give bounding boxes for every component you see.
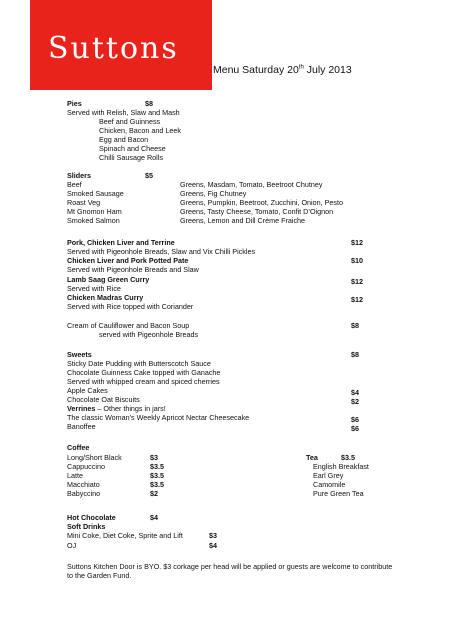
slider-desc: Greens, Masdam, Tomato, Beetroot Chutney bbox=[180, 180, 323, 189]
main-title: Chicken Madras Curry bbox=[67, 293, 144, 302]
tea-title: Tea bbox=[306, 453, 318, 462]
pies-description: Served with Relish, Slaw and Mash bbox=[67, 108, 180, 117]
soft-drinks-title: Soft Drinks bbox=[67, 522, 106, 531]
pies-title: Pies bbox=[67, 99, 82, 108]
slider-name: Smoked Sausage bbox=[67, 189, 124, 198]
slider-desc: Greens, Fig Chutney bbox=[180, 189, 247, 198]
main-title: Chicken Liver and Pork Potted Pate bbox=[67, 256, 189, 265]
main-desc: Served with Rice topped with Coriander bbox=[67, 302, 194, 311]
coffee-price: $3.5 bbox=[150, 471, 164, 480]
sweets-price: $8 bbox=[351, 350, 359, 359]
verrines-line: Verrines – Other things in jars! bbox=[67, 404, 166, 413]
slider-name: Beef bbox=[67, 180, 82, 189]
soft-drink-price: $4 bbox=[209, 541, 217, 550]
sweets-item: Apple Cakes bbox=[67, 386, 108, 395]
sweets-item-price: $4 bbox=[351, 388, 359, 397]
hot-chocolate-title: Hot Chocolate bbox=[67, 513, 116, 522]
sweets-item-price: $6 bbox=[351, 415, 359, 424]
sweets-line: Served with whipped cream and spiced cherries bbox=[67, 377, 220, 386]
main-title: Pork, Chicken Liver and Terrine bbox=[67, 238, 175, 247]
pie-item: Chicken, Bacon and Leek bbox=[99, 126, 181, 135]
main-price: $10 bbox=[351, 256, 363, 265]
coffee-price: $3.5 bbox=[150, 462, 164, 471]
slider-name: Roast Veg bbox=[67, 198, 101, 207]
pie-item: Spinach and Cheese bbox=[99, 144, 166, 153]
coffee-item: Cappuccino bbox=[67, 462, 105, 471]
coffee-item: Latte bbox=[67, 471, 83, 480]
coffee-item: Macchiato bbox=[67, 480, 100, 489]
slider-desc: Greens, Pumpkin, Beetroot, Zucchini, Onion, Pesto bbox=[180, 198, 343, 207]
pie-item: Beef and Guinness bbox=[99, 117, 161, 126]
soup-price: $8 bbox=[351, 321, 359, 330]
brand-name: Suttons bbox=[48, 31, 179, 66]
main-desc: Served with Pigeonhole Breads and Slaw bbox=[67, 265, 199, 274]
tea-item: Camomile bbox=[313, 480, 346, 489]
main-desc: Served with Pigeonhole Breads, Slaw and Vix Chilli Pickles bbox=[67, 247, 256, 256]
soup-title: Cream of Cauliflower and Bacon Soup bbox=[67, 321, 190, 330]
slider-desc: Greens, Tasty Cheese, Tomato, Confit D’Oignon bbox=[180, 207, 334, 216]
pie-item: Egg and Bacon bbox=[99, 135, 149, 144]
main-price: $12 bbox=[351, 277, 363, 286]
sweets-item: Banoffee bbox=[67, 422, 96, 431]
footer-note: to the Garden Fund. bbox=[67, 571, 132, 580]
slider-desc: Greens, Lemon and Dill Crème Fraiche bbox=[180, 216, 306, 225]
main-desc: Served with Rice bbox=[67, 284, 121, 293]
coffee-price: $3 bbox=[150, 453, 158, 462]
pies-price: $8 bbox=[145, 99, 153, 108]
main-price: $12 bbox=[351, 295, 363, 304]
coffee-item: Long/Short Black bbox=[67, 453, 122, 462]
coffee-item: Babyccino bbox=[67, 489, 101, 498]
sweets-item-price: $2 bbox=[351, 397, 359, 406]
hot-chocolate-price: $4 bbox=[150, 513, 158, 522]
slider-name: Mt Gnomon Ham bbox=[67, 207, 122, 216]
sweets-item-price: $6 bbox=[351, 424, 359, 433]
sweets-item: The classic Woman’s Weekly Apricot Nectar Cheesecake bbox=[67, 413, 250, 422]
slider-name: Smoked Salmon bbox=[67, 216, 120, 225]
sweets-line: Chocolate Guinness Cake topped with Ganache bbox=[67, 368, 221, 377]
footer-note: Suttons Kitchen Door is BYO. $3 corkage per head will be applied or guests are welcome to contribute bbox=[67, 562, 393, 571]
coffee-price: $3.5 bbox=[150, 480, 164, 489]
soft-drink-item: Mini Coke, Diet Coke, Sprite and Lift bbox=[67, 531, 183, 540]
soup-desc: served with Pigeonhole Breads bbox=[99, 330, 199, 339]
brand-logo bbox=[30, 0, 212, 90]
soft-drink-item: OJ bbox=[67, 541, 77, 550]
tea-item: Earl Grey bbox=[313, 471, 344, 480]
tea-price: $3.5 bbox=[341, 453, 355, 462]
coffee-title: Coffee bbox=[67, 443, 90, 452]
sweets-title: Sweets bbox=[67, 350, 92, 359]
page-title: Menu Saturday 20th July 2013 bbox=[213, 64, 352, 76]
pie-item: Chilli Sausage Rolls bbox=[99, 153, 163, 162]
main-price: $12 bbox=[351, 238, 363, 247]
sweets-line: Sticky Date Pudding with Butterscotch Sauce bbox=[67, 359, 211, 368]
main-title: Lamb Saag Green Curry bbox=[67, 275, 150, 284]
sliders-title: Sliders bbox=[67, 171, 91, 180]
tea-item: Pure Green Tea bbox=[313, 489, 364, 498]
sliders-price: $5 bbox=[145, 171, 153, 180]
soft-drink-price: $3 bbox=[209, 531, 217, 540]
sweets-item: Chocolate Oat Biscuits bbox=[67, 395, 140, 404]
tea-item: English Breakfast bbox=[313, 462, 369, 471]
coffee-price: $2 bbox=[150, 489, 158, 498]
